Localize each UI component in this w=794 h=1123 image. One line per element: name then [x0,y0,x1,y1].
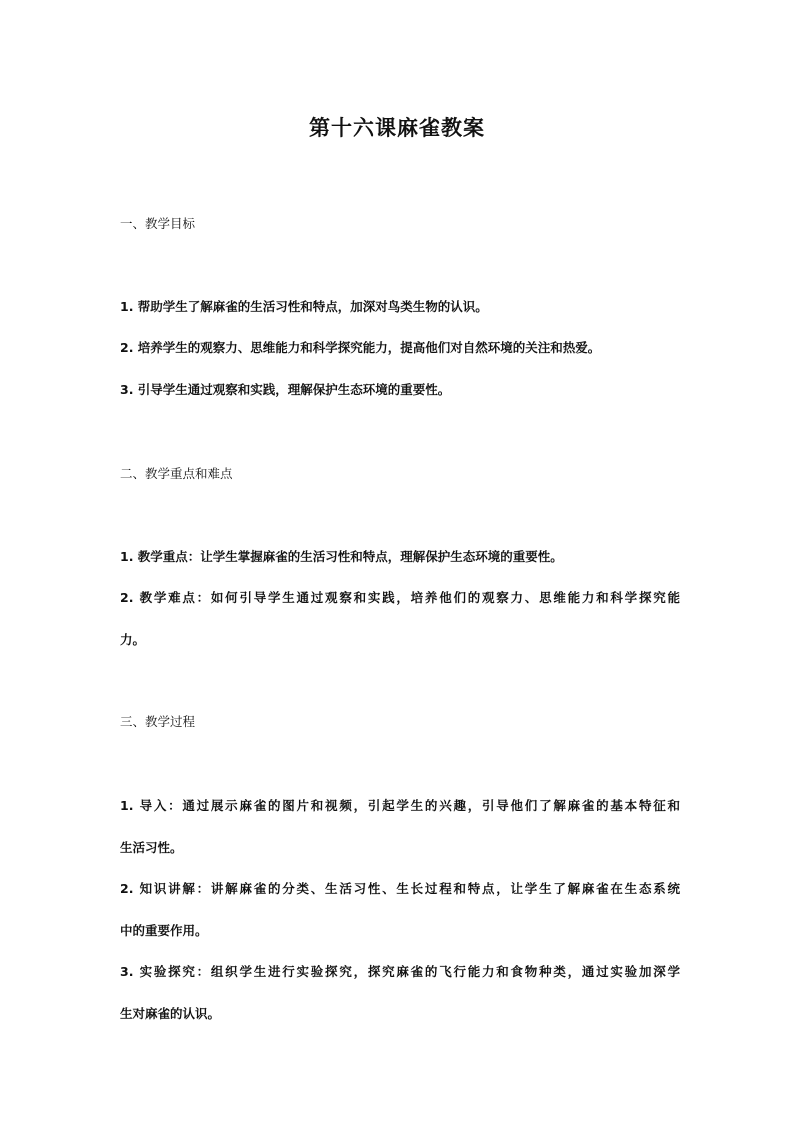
objective-item-1: 1. 帮助学生了解麻雀的生活习性和特点，加深对鸟类生物的认识。 [120,299,488,314]
key-point-item-1: 1. 教学重点：让学生掌握麻雀的生活习性和特点，理解保护生态环境的重要性。 [120,549,563,564]
process-item-2-line-1: 2. 知识讲解：讲解麻雀的分类、生活习性、生长过程和特点，让学生了解麻雀在生态系统 [120,881,680,896]
process-item-1-line-2: 生活习性。 [120,840,183,855]
section-heading-key-points: 二、教学重点和难点 [120,466,233,481]
section-heading-process: 三、教学过程 [120,714,196,729]
objective-item-3: 3. 引导学生通过观察和实践，理解保护生态环境的重要性。 [120,382,451,397]
process-item-3-line-1: 3. 实验探究：组织学生进行实验探究，探究麻雀的飞行能力和食物种类，通过实验加深学 [120,964,680,979]
section-heading-objectives: 一、教学目标 [120,216,196,231]
page-title: 第十六课麻雀教案 [309,116,485,140]
difficulty-item-line-1: 2. 教学难点：如何引导学生通过观察和实践，培养他们的观察力、思维能力和科学探究能 [120,590,680,605]
process-item-3-line-2: 生对麻雀的认识。 [120,1006,221,1021]
process-item-1-line-1: 1. 导入：通过展示麻雀的图片和视频，引起学生的兴趣，引导他们了解麻雀的基本特征和 [120,798,680,813]
objective-item-2: 2. 培养学生的观察力、思维能力和科学探究能力，提高他们对自然环境的关注和热爱。 [120,340,601,355]
difficulty-item-line-2: 力。 [120,632,146,647]
process-item-2-line-2: 中的重要作用。 [120,923,208,938]
